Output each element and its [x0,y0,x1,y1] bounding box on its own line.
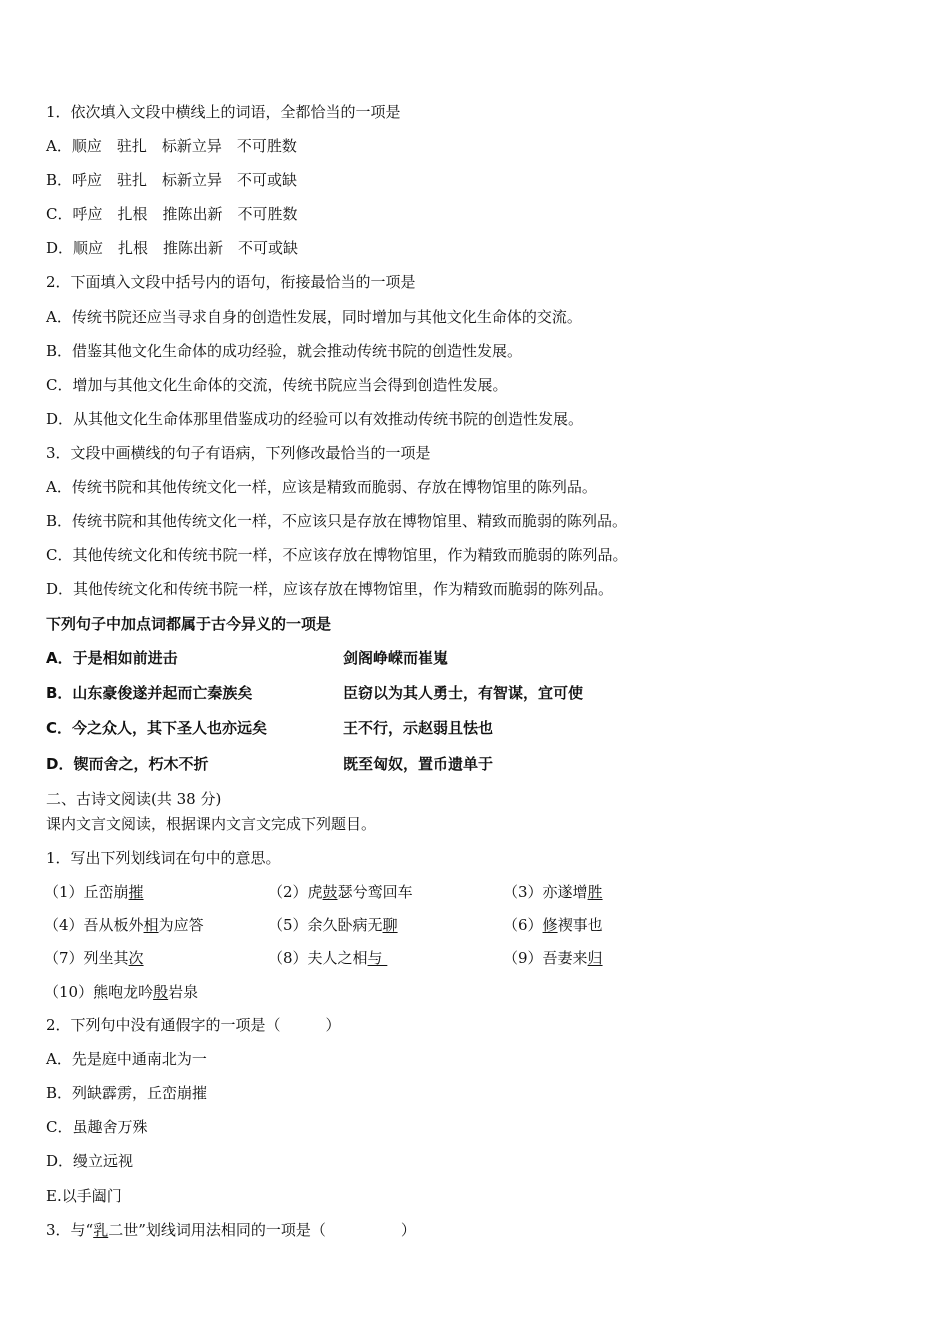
q2-stem: 2．下面填入文段中括号内的语句，衔接最恰当的一项是 [46,273,416,291]
q1-stem: 1．依次填入文段中横线上的词语，全都恰当的一项是 [46,103,401,121]
sq2-option-a: A．先是庭中通南北为一 [46,1050,207,1068]
sq1-item-1-underlined: 摧 [128,883,144,901]
q4-option-d-right: 既至匈奴，置币遗单于 [343,755,494,773]
sq1-item-7-pre: （7）列坐其 [44,949,129,967]
sq1-item-5-pre: （5）余久卧病无 [268,916,383,934]
sq3-post: 二世”划线词用法相同的一项是（ ） [108,1221,416,1239]
q1-option-c: C．呼应 扎根 推陈出新 不可胜数 [46,205,298,223]
sq1-item-3-underlined: 胜 [587,883,603,901]
sq1-item-4-underlined: 相 [143,916,159,934]
section2-heading: 二、古诗文阅读(共 38 分) [46,790,222,808]
sq2-stem: 2．下列句中没有通假字的一项是（ ） [46,1016,341,1034]
sq2-option-e: E.以手阖门 [46,1187,122,1205]
sq1-item-8-pre: （8）夫人之相 [268,949,368,967]
q4-option-c-left: C．今之众人，其下圣人也亦远矣 [46,719,268,737]
q4-option-b-right: 臣窃以为其人勇士，有智谋，宜可使 [343,684,584,702]
sq1-item-6-underlined: 修 [542,916,558,934]
sq1-item-10-post: 岩泉 [168,983,199,1001]
sq2-option-c: C．虽趣舍万殊 [46,1118,148,1136]
q2-option-a: A．传统书院还应当寻求自身的创造性发展，同时增加与其他文化生命体的交流。 [46,308,582,326]
sq1-item-5-underlined: 聊 [382,916,398,934]
sq1-item-6-post: 禊事也 [557,916,603,934]
q4-option-a-right: 剑阁峥嵘而崔嵬 [343,649,449,667]
sq1-item-3 [503,882,603,902]
q4-option-a [46,648,178,668]
sq1-item-2-post: 瑟兮鸾回车 [337,883,413,901]
q3-option-a: A．传统书院和其他传统文化一样，应该是精致而脆弱、存放在博物馆里的陈列品。 [46,478,597,496]
sq1-item-5 [268,915,398,935]
section2-intro: 课内文言文阅读，根据课内文言文完成下列题目。 [46,815,377,833]
sq1-item-9 [503,948,603,968]
sq1-item-3-pre: （3）亦遂增 [503,883,588,901]
q4-option-d [46,754,208,774]
q4-option-d-left: D．锲而舍之，朽木不折 [46,755,209,773]
sq1-item-4 [44,915,204,935]
sq3-underlined: 乳 [93,1221,109,1239]
q3-option-c: C．其他传统文化和传统书院一样，不应该存放在博物馆里，作为精致而脆弱的陈列品。 [46,546,628,564]
sq1-item-10 [44,982,198,1002]
sq3-stem [46,1220,416,1240]
q1-option-b: B．呼应 驻扎 标新立异 不可或缺 [46,171,298,189]
sq1-item-7 [44,948,144,968]
sq2-option-b: B．列缺霹雳，丘峦崩摧 [46,1084,208,1102]
sq1-item-2-pre: （2）虎 [268,883,323,901]
sq2-option-d: D．缦立远视 [46,1152,134,1170]
q1-option-a: A．顺应 驻扎 标新立异 不可胜数 [46,137,297,155]
sq1-item-8 [268,948,387,968]
q2-option-d: D．从其他文化生命体那里借鉴成功的经验可以有效推动传统书院的创造性发展。 [46,410,584,428]
sq1-item-6-pre: （6） [503,916,543,934]
q4-stem: 下列句子中加点词都属于古今异义的一项是 [46,615,332,633]
sq1-item-8-underlined: 与 [367,949,388,967]
sq1-item-4-post: 为应答 [158,916,204,934]
q1-option-d: D．顺应 扎根 推陈出新 不可或缺 [46,239,299,257]
sq1-item-10-underlined: 殷 [153,983,169,1001]
sq1-item-7-underlined: 次 [128,949,144,967]
q4-option-c [46,718,267,738]
q4-option-a-left: A．于是相如前进击 [46,649,178,667]
sq1-item-2-underlined: 鼓 [322,883,338,901]
sq1-item-10-pre: （10）熊咆龙吟 [44,983,154,1001]
sq3-pre: 3．与“ [46,1221,94,1239]
q3-stem: 3．文段中画横线的句子有语病，下列修改最恰当的一项是 [46,444,431,462]
sq1-item-6 [503,915,603,935]
sq1-item-4-pre: （4）吾从板外 [44,916,144,934]
sq1-item-2 [268,882,413,902]
q2-option-c: C．增加与其他文化生命体的交流，传统书院应当会得到创造性发展。 [46,376,508,394]
sq1-item-1-pre: （1）丘峦崩 [44,883,129,901]
q4-option-b [46,683,252,703]
sq1-item-9-underlined: 归 [587,949,603,967]
q3-option-b: B．传统书院和其他传统文化一样，不应该只是存放在博物馆里、精致而脆弱的陈列品。 [46,512,628,530]
sq1-stem: 1．写出下列划线词在句中的意思。 [46,849,281,867]
sq1-item-1 [44,882,144,902]
q2-option-b: B．借鉴其他文化生命体的成功经验，就会推动传统书院的创造性发展。 [46,342,523,360]
q4-option-c-right: 王不行，示赵弱且怯也 [343,719,494,737]
q3-option-d: D．其他传统文化和传统书院一样，应该存放在博物馆里，作为精致而脆弱的陈列品。 [46,580,614,598]
sq1-item-9-pre: （9）吾妻来 [503,949,588,967]
q4-option-b-left: B．山东豪俊遂并起而亡秦族矣 [46,684,253,702]
